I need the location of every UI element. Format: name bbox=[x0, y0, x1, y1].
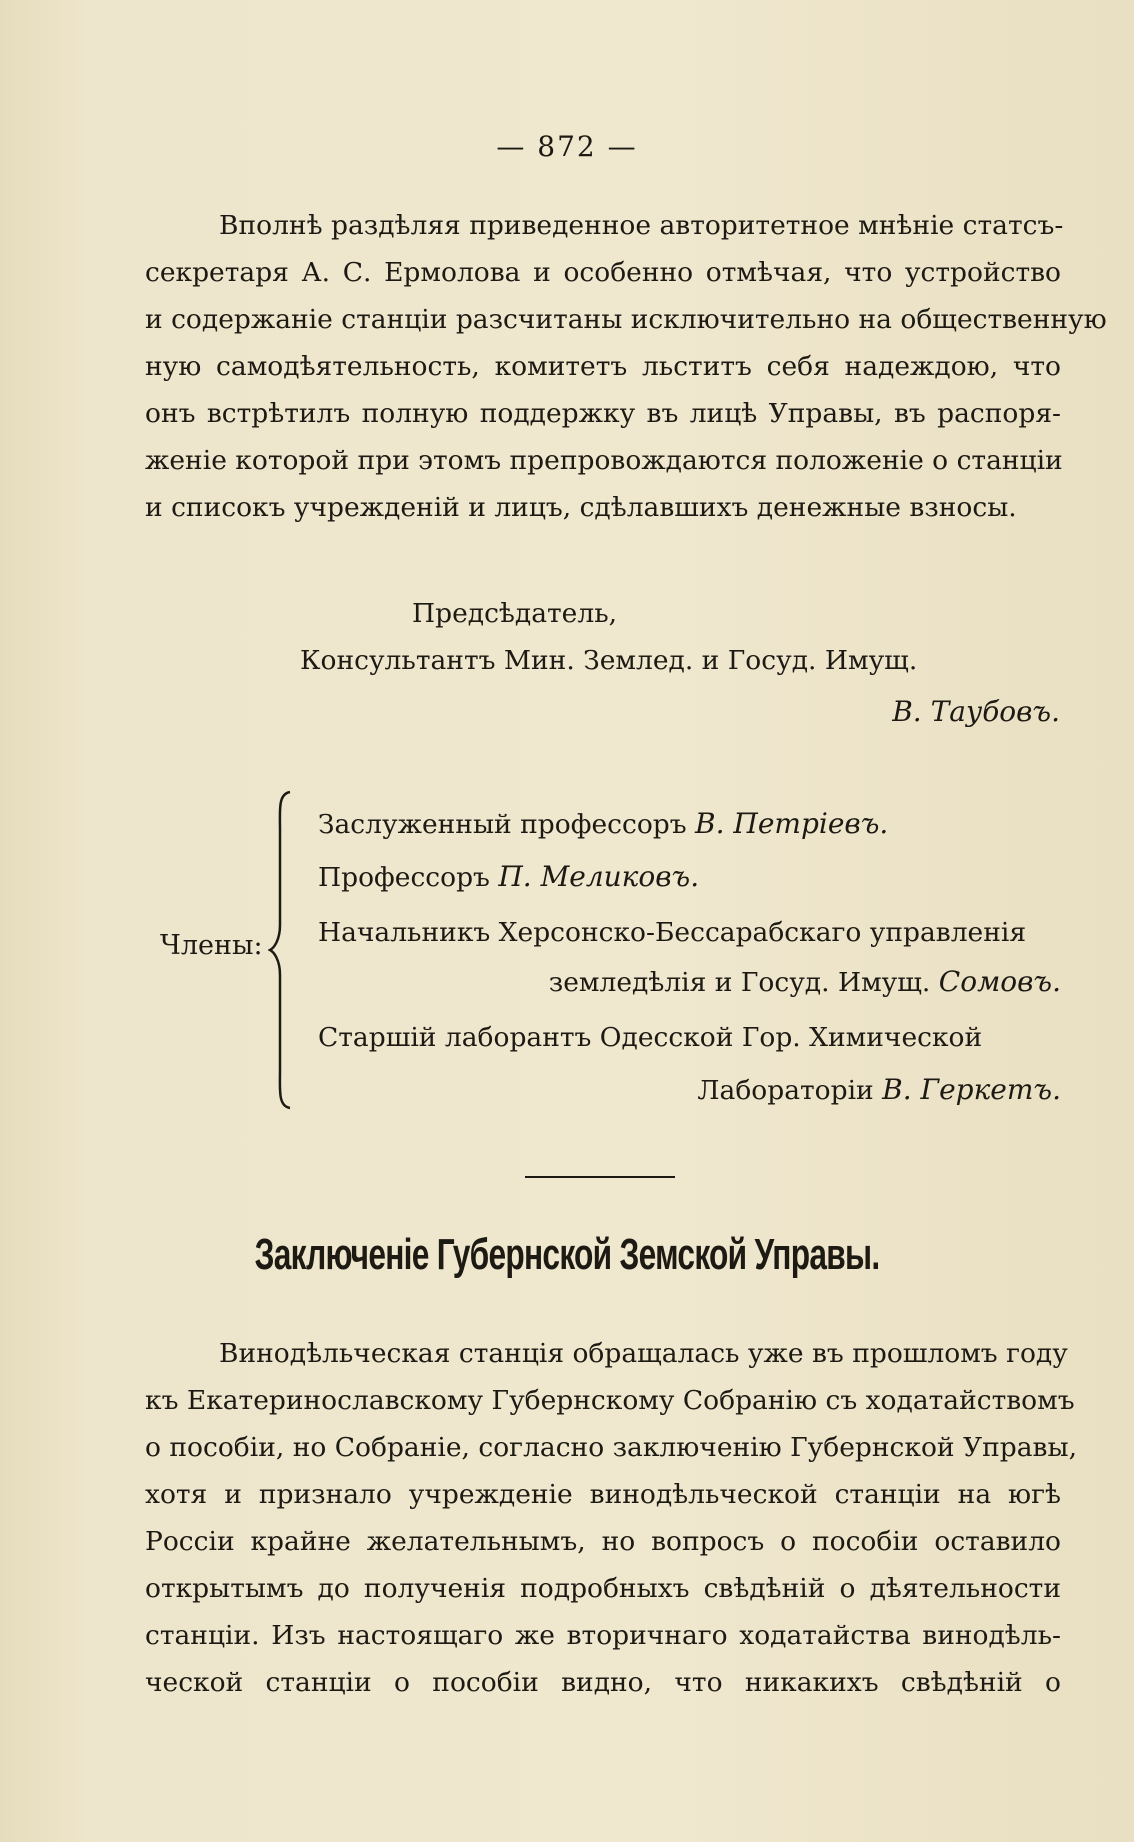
section-heading: Заключеніе Губернской Земской Управы. bbox=[254, 1230, 880, 1279]
member-role: Лабораторіи bbox=[697, 1075, 874, 1106]
text-line: ную самодѣятельность, комитетъ льститъ себя надеждою, что bbox=[145, 351, 1061, 382]
paragraph-committee-opinion bbox=[145, 202, 1107, 531]
member-name: В. Петріевъ. bbox=[695, 807, 889, 840]
text-line: къ Екатеринославскому Губернскому Собранію съ ходатайствомъ bbox=[145, 1385, 1075, 1416]
member-name: В. Геркетъ. bbox=[882, 1073, 1061, 1106]
text-line: секретаря А. С. Ермолова и особенно отмѣчая, что устройство bbox=[145, 257, 1061, 288]
text-line: открытымъ до полученія подробныхъ свѣдѣній о дѣятельности bbox=[145, 1573, 1061, 1604]
text-line: ческой станціи о пособіи видно, что никакихъ свѣдѣній о bbox=[145, 1667, 1061, 1698]
member-somov bbox=[549, 965, 1061, 998]
member-gerket-role-line1: Старшій лаборантъ Одесской Гор. Химической bbox=[318, 1022, 983, 1053]
member-gerket bbox=[697, 1073, 1061, 1106]
text-line: и списокъ учрежденій и лицъ, сдѣлавшихъ денежные взносы. bbox=[145, 492, 1017, 523]
text-line: онъ встрѣтилъ полную поддержку въ лицѣ Управы, въ распоря- bbox=[145, 398, 1061, 429]
member-melikov bbox=[318, 860, 699, 893]
text-line: хотя и признало учрежденіе винодѣльческой станціи на югѣ bbox=[145, 1479, 1061, 1510]
signature-title: Предсѣдатель, bbox=[412, 598, 618, 629]
member-name: Сомовъ. bbox=[938, 965, 1061, 998]
member-name: П. Меликовъ. bbox=[498, 860, 700, 893]
member-role: Заслуженный профессоръ bbox=[318, 809, 687, 840]
text-line: Винодѣльческая станція обращалась уже въ прошломъ году bbox=[219, 1338, 1068, 1369]
curly-brace-icon bbox=[268, 790, 294, 1110]
text-line: Вполнѣ раздѣляя приведенное авторитетное мнѣніе статсъ- bbox=[219, 210, 1064, 241]
text-line: Россіи крайне желательнымъ, но вопросъ о пособіи оставило bbox=[145, 1526, 1061, 1557]
member-petriev bbox=[318, 807, 888, 840]
text-line: о пособіи, но Собраніе, согласно заключенію Губернской Управы, bbox=[145, 1432, 1077, 1463]
text-line: женіе которой при этомъ препровождаются положеніе о станціи bbox=[145, 445, 1063, 476]
text-line: станціи. Изъ настоящаго же вторичнаго ходатайства винодѣль- bbox=[145, 1620, 1061, 1651]
section-divider bbox=[525, 1176, 675, 1178]
signature-name: В. Таубовъ. bbox=[892, 695, 1060, 728]
member-somov-role-line1: Начальникъ Херсонско-Бессарабскаго управленія bbox=[318, 917, 1027, 948]
signature-organization: Консультантъ Мин. Землед. и Госуд. Имущ. bbox=[300, 645, 918, 676]
paragraph-board-conclusion bbox=[145, 1330, 1077, 1706]
members-label: Члены: bbox=[160, 930, 263, 961]
member-role: земледѣлія и Госуд. Имущ. bbox=[548, 967, 931, 998]
page-number: — 872 — bbox=[496, 130, 638, 163]
text-line: и содержаніе станціи разсчитаны исключительно на общественную bbox=[145, 304, 1107, 335]
member-role: Профессоръ bbox=[318, 862, 490, 893]
